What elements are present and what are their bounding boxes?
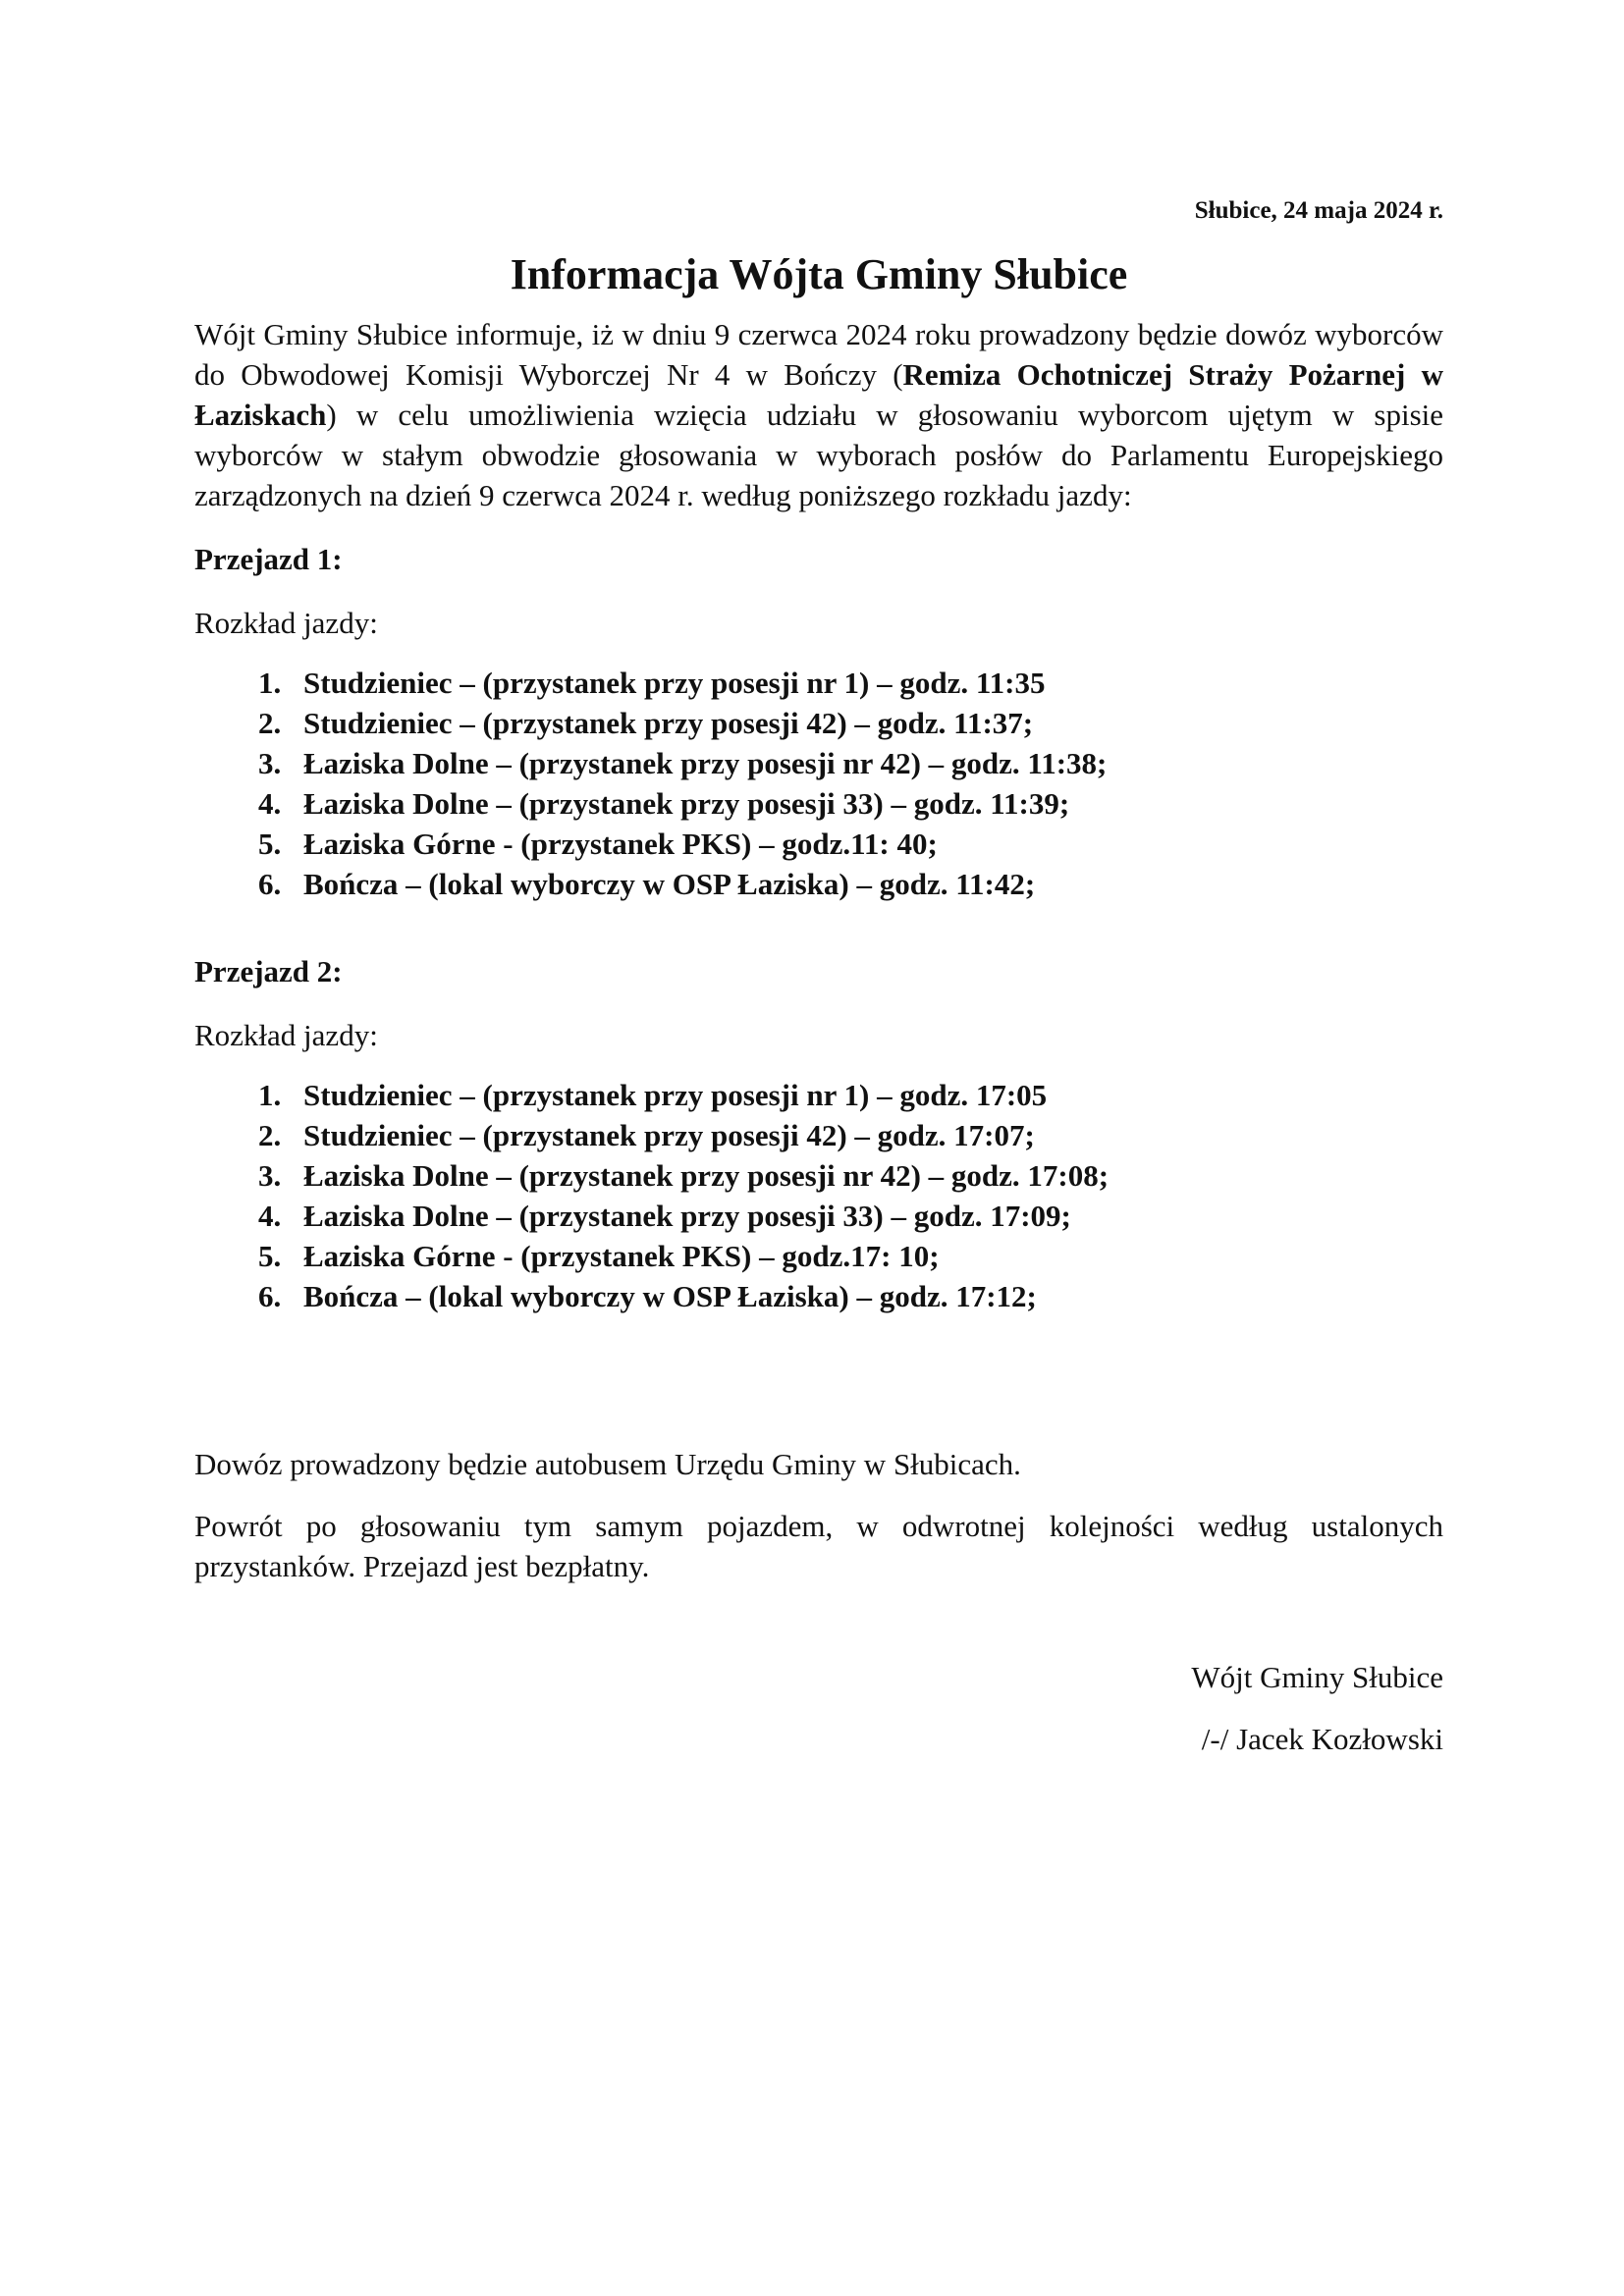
stop-item bbox=[194, 1155, 1443, 1196]
stop-number: 2. bbox=[258, 1118, 282, 1152]
stop-item bbox=[194, 864, 1443, 904]
stop-item bbox=[194, 1276, 1443, 1316]
stop-text: Łaziska Dolne – (przystanek przy posesji nr 42) – godz. 17:08; bbox=[303, 1158, 1110, 1193]
stop-text: Łaziska Górne - (przystanek PKS) – godz.17: 10; bbox=[303, 1239, 940, 1273]
signature-role: Wójt Gminy Słubice bbox=[1191, 1660, 1443, 1694]
stop-number: 6. bbox=[258, 867, 282, 901]
trip-2 bbox=[194, 951, 1443, 1316]
trip-2-schedule-label: Rozkład jazdy: bbox=[194, 1018, 378, 1052]
stop-text: Studzieniec – (przystanek przy posesji nr 1) – godz. 17:05 bbox=[303, 1078, 1048, 1112]
signature-block bbox=[194, 1657, 1443, 1759]
stop-text: Bończa – (lokal wyborczy w OSP Łaziska) – godz. 17:12; bbox=[303, 1279, 1037, 1313]
stop-text: Studzieniec – (przystanek przy posesji 42) – godz. 11:37; bbox=[303, 706, 1034, 740]
stop-number: 5. bbox=[258, 1239, 282, 1273]
trip-2-stop-list bbox=[194, 1075, 1443, 1316]
stop-text: Bończa – (lokal wyborczy w OSP Łaziska) – godz. 11:42; bbox=[303, 867, 1036, 901]
stop-text: Łaziska Dolne – (przystanek przy posesji 33) – godz. 17:09; bbox=[303, 1199, 1071, 1233]
stop-number: 1. bbox=[258, 666, 282, 700]
intro-bold-location: Remiza Ochotniczej Straży Pożarnej w Łaziskach bbox=[194, 357, 1443, 432]
spacer bbox=[194, 904, 1443, 951]
closing-paragraph-2: Powrót po głosowaniu tym samym pojazdem, w odwrotnej kolejności według ustalonych przystanków. Przejazd jest bezpłatny. bbox=[194, 1509, 1443, 1583]
stop-item bbox=[194, 824, 1443, 864]
signature-name: /-/ Jacek Kozłowski bbox=[1201, 1722, 1443, 1756]
closing-paragraph-1: Dowóz prowadzony będzie autobusem Urzędu Gminy w Słubicach. bbox=[194, 1447, 1021, 1481]
intro-text-1: Wójt Gminy Słubice informuje, iż w dniu 9 czerwca 2024 roku prowadzony będzie dowóz wyborców do Obwodowej Komisji Wyborczej Nr 4 w Bończy ( bbox=[194, 317, 1443, 392]
spacer bbox=[194, 1316, 1443, 1444]
stop-text: Studzieniec – (przystanek przy posesji 42) – godz. 17:07; bbox=[303, 1118, 1035, 1152]
trip-1-schedule-label: Rozkład jazdy: bbox=[194, 606, 378, 640]
stop-number: 2. bbox=[258, 706, 282, 740]
stop-text: Łaziska Dolne – (przystanek przy posesji 33) – godz. 11:39; bbox=[303, 786, 1070, 821]
stop-item bbox=[194, 1236, 1443, 1276]
stop-number: 3. bbox=[258, 746, 282, 780]
stop-text: Studzieniec – (przystanek przy posesji nr 1) – godz. 11:35 bbox=[303, 666, 1046, 700]
stop-number: 4. bbox=[258, 786, 282, 821]
stop-item bbox=[194, 663, 1443, 703]
stop-item bbox=[194, 1196, 1443, 1236]
intro-text-2: ) w celu umożliwienia wzięcia udziału w głosowaniu wyborcom ujętym w spisie wyborców w stałym obwodzie głosowania w wyborach posłów do Parlamentu Europejskiego zarządzonych na dzień 9 czerwca 2024 r. według poniższego rozkładu jazdy: bbox=[194, 398, 1443, 512]
stop-number: 5. bbox=[258, 827, 282, 861]
stop-number: 6. bbox=[258, 1279, 282, 1313]
stop-number: 1. bbox=[258, 1078, 282, 1112]
trip-1-title: Przejazd 1: bbox=[194, 542, 343, 576]
stop-item bbox=[194, 1115, 1443, 1155]
document-content bbox=[194, 196, 1443, 1759]
stop-text: Łaziska Górne - (przystanek PKS) – godz.11: 40; bbox=[303, 827, 938, 861]
stop-item bbox=[194, 703, 1443, 743]
stop-item bbox=[194, 783, 1443, 824]
stop-item bbox=[194, 1075, 1443, 1115]
page-title: Informacja Wójta Gminy Słubice bbox=[510, 250, 1128, 298]
trip-1 bbox=[194, 539, 1443, 904]
stop-text: Łaziska Dolne – (przystanek przy posesji nr 42) – godz. 11:38; bbox=[303, 746, 1108, 780]
stop-number: 4. bbox=[258, 1199, 282, 1233]
trip-2-title: Przejazd 2: bbox=[194, 954, 343, 988]
intro-paragraph bbox=[194, 314, 1443, 515]
date-line: Słubice, 24 maja 2024 r. bbox=[1194, 197, 1443, 224]
trip-1-stop-list bbox=[194, 663, 1443, 904]
stop-number: 3. bbox=[258, 1158, 282, 1193]
stop-item bbox=[194, 743, 1443, 783]
